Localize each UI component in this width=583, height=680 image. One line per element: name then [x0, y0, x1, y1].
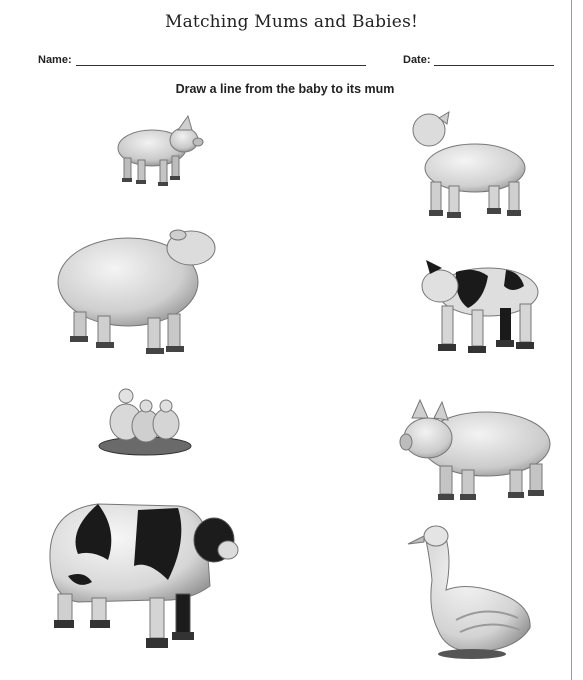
- date-label: Date:: [403, 54, 431, 66]
- page-title: Matching Mums and Babies!: [164, 12, 419, 32]
- name-line[interactable]: [76, 65, 366, 66]
- goslings-figurine-icon: [98, 384, 193, 459]
- sheep-figurine-icon: [56, 220, 221, 360]
- date-line[interactable]: [434, 65, 554, 66]
- name-label: Name:: [38, 54, 72, 66]
- page-border: [571, 0, 572, 680]
- calf-figurine-icon: [412, 250, 542, 360]
- lamb-figurine-icon: [405, 108, 535, 223]
- goose-figurine-icon: [406, 520, 540, 660]
- piglet-figurine-icon: [108, 112, 208, 192]
- instruction-text: Draw a line from the baby to its mum: [175, 82, 395, 96]
- cow-figurine-icon: [38, 490, 238, 660]
- pig-figurine-icon: [398, 398, 554, 506]
